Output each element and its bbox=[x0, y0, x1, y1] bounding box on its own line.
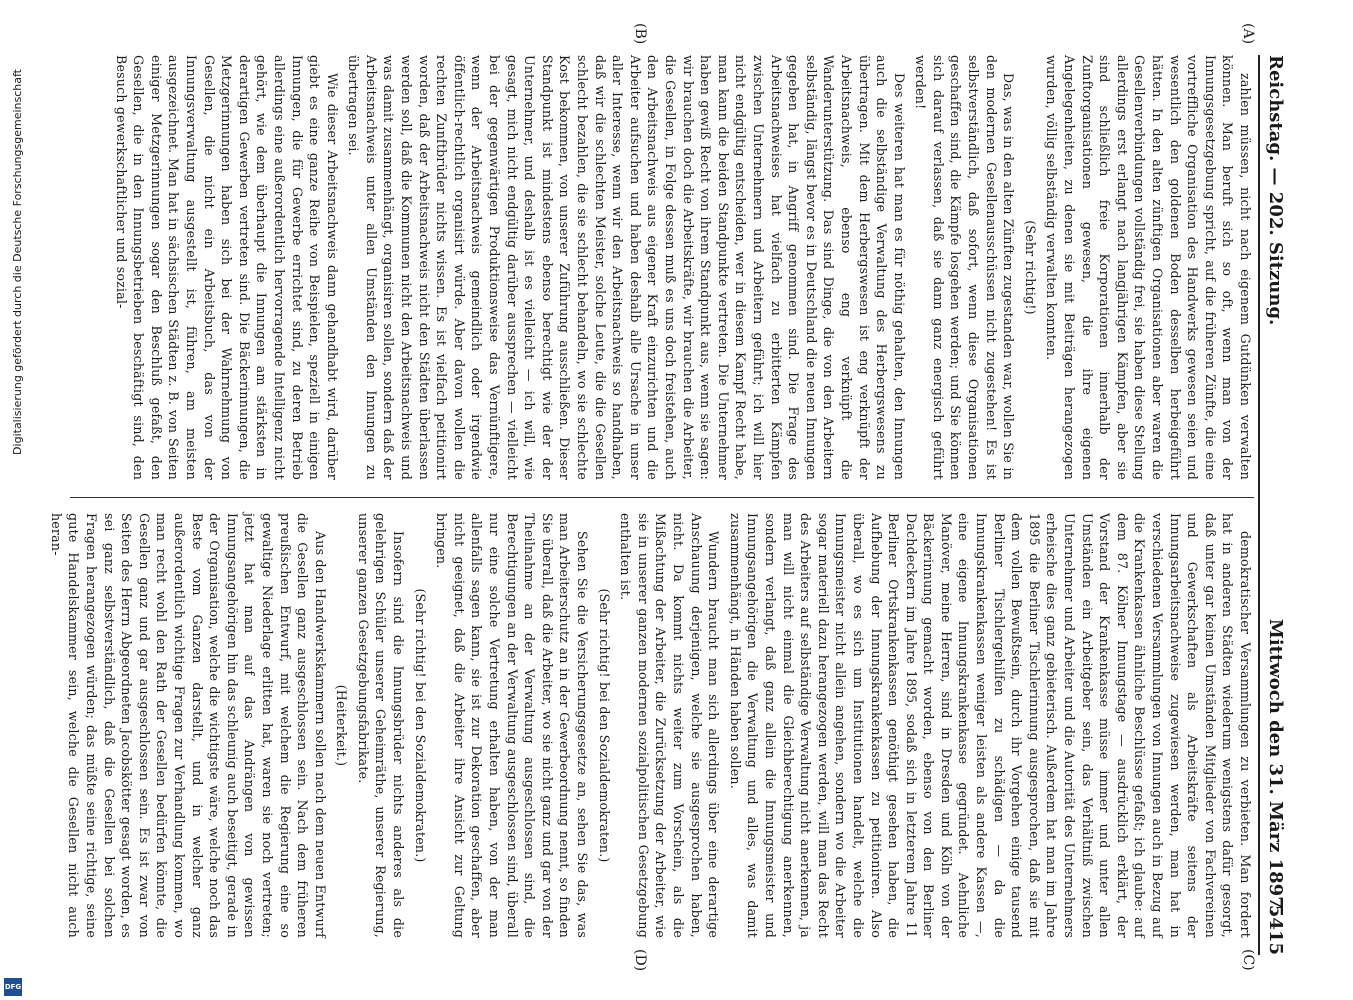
interjection: (Sehr richtig!) bbox=[1022, 220, 1038, 315]
scanned-page-sheet bbox=[48, 23, 1290, 972]
dfg-logo: DFG bbox=[4, 978, 22, 996]
interjection: (Sehr richtig! bei den Sozialdemokraten.) bbox=[596, 588, 612, 863]
paragraph: Wie dieser Arbeitsnachweis dann gehandhabt wird, darüber giebt es eine ganze Reihe von Beispielen, speziell in einigen Innungen, die für Gewerbe errichtet sind, zu deren Betrieb allerdings eine außerordentlich hervorragende Intelligenz nicht gehört, wie dem überhaupt die Innungen am stärksten in derartigen Gewerben vertreten sind. Die Bäckerinnungen, die Metzgerinnungen haben sich bei der Wahrnehmung von Gesellen, die nicht ein Arbeitsbuch, das von der Innungsverwaltung ausgestellt ist, führen, am meisten ausgezeichnet. Man hat in sächsischen Städten z. B. von Seiten einiger Metzgerinnungen sogar den Beschluß gefaßt, den Gesellen, die in den Innungsbetrieben beschäftigt sind, den Besuch gewerkschaftlicher und sozial- bbox=[113, 55, 340, 480]
document-page bbox=[48, 23, 1290, 972]
paragraph: Wundern braucht man sich allerdings über eine derartige Anschauung derjenigen, welche sie ausgesprochen haben, nicht. Da kommt nichts weiter zum Vorschein, als die Mißachtung der Arbeiter, die Zurücksetzung der Arbeiter, wie sie in unserer ganzen modernen sozialpolitischen Gesetzgebung enthalten ist. bbox=[618, 513, 722, 938]
paragraph: Aus den Handwerkskammern sollen nach dem neuen Entwurf die Gesellen ganz ausgeschlossen sein. Nach dem früheren preußischen Entwurf, mit welchem die Regierung eine so gewaltige Niederlage erlitten hat, waren sie noch vertreten; jetzt hat man auf das Andrängen von gewissen Innungsangehörigen hin das schleunig auch beseitigt, gerade in der Organisation, welche die wichtigste wäre, welche noch das Beste vom Ganzen darstellt, und in welcher ganz außerordentlich wichtige Fragen zur Verhandlung kommen, wo man recht wohl den Rath der Gesellen bedürfen könnte, die Gesellen ganz und gar ausgeschlossen sein. Es ist zwar von Seiten des Herrn Abgeordneten Jacobskötter gesagt worden, es sei ganz selbstverständlich, daß die Gesellen bei solchen Fragen herangezogen würden; das müßte seine richtige, seine gute Handelskammer sein, welche die Gesellen nicht auch heran- bbox=[48, 513, 328, 938]
credit-text: Digitalisierung gefördert durch die Deutsche Forschungsgemeinschaft bbox=[11, 69, 24, 455]
paragraph: Sehen Sie die Versicherungsgesetze an, sehen Sie das, was man Arbeiterschutz an in der Gewerbeordnung nennt, so finden Sie überall, daß die Arbeiter, wo sie nicht ganz und gar von der Theilnahme an der Verwaltung ausgeschlossen sind, die Berechtigungen an der Verwaltung ausgeschlossen sind, überall nur eine solche Vertretung erhalten haben, von der man allenfalls sagen kann, sie ist zur Dekoration geschaffen, aber nicht geeignet, daß die Arbeiter ihre Ansicht zur Geltung bringen. bbox=[434, 513, 591, 938]
interjection: (Heiterkeit.) bbox=[334, 684, 350, 767]
paragraph: Das, was in den alten Zünften zugestanden war, wollen Sie in den modernen Gesellenausschüssen nicht zugestehen! Es ist selbstverständlich, daß sofort, wenn diese Organisationen geschaffen sind, die Kämpfe losgehen werden; und Sie können sich darauf verlassen, daß sie dann ganz energisch geführt werden! bbox=[913, 55, 1017, 480]
right-text-column bbox=[48, 513, 1254, 938]
paragraph: Insofern sind die Innungsbrüder nichts anderes als die gelehrigen Schüler unserer Geheimräthe, unserer Regierung, unserer ganzen Gesetzgebungsfabrikate. bbox=[355, 513, 407, 938]
left-text-column bbox=[70, 55, 1254, 480]
page-number: 5415 bbox=[1265, 904, 1286, 955]
funding-credit bbox=[8, 69, 24, 972]
margin-marker-d: (D) bbox=[632, 949, 648, 972]
header-date: Mittwoch den 31. März 1897. bbox=[1265, 618, 1286, 915]
paragraph: zahlen müssen, nicht nach eigenem Gutdünken verwalten können. Man beruft sich so oft, wenn man von der Innungsgesetzgebung spricht, auf die früheren Zünfte, die eine vortreffliche Organisation des Handwerks gewesen seien und wesentlich den goldenen Boden desselben herbeigeführt hätten. In den alten zünftigen Organisationen aber waren die Gesellenverbindungen vollständig frei, sie haben diese Stellung allerdings erst erlangt nach langjährigen Kämpfen, aber sie sind schließlich freie Korporationen innerhalb der Zunftorganisationen gewesen, die ihre eigenen Angelegenheiten, zu denen sie mit Beiträgen herangezogen wurden, völlig selbständig verwalten konnten. bbox=[1044, 55, 1253, 480]
header-title: Reichstag. — 202. Sitzung. bbox=[1265, 55, 1286, 326]
paragraph: demokratischer Versammlungen zu verbieten. Man fordert hat in anderen Städten wiederum wenigstens dafür gesorgt, daß unter gar keinen Umständen Mitglieder von Fachvereinen und Gewerkschaften als Arbeitskräfte seitens der Innungsarbeitsnachweise zugewiesen werden, man hat in verschiedenen Versammlungen von Innungen auch in Bezug auf die Krankenkassen ähnliche Beschlüsse gefaßt; ich glaube: auf dem 87. Kölner Innungstage — ausdrücklich erklärt, der Vorstand der Krankenkasse müsse immer und unter allen Umständen ein Arbeitgeber sein, das Verhältniß zwischen Unternehmer und Arbeiter und die Autorität des Unternehmers erheische dies ganz gebieterisch. Außerdem hat man im Jahre 1895 die Berliner Tischlerinnung ausgesprochen, daß sie mit dem vollen Bewußtsein, durch ihr Vorgehen einige tausend Berliner Tischlergehilfen zu schädigen — da die Innungskrankenkassen weniger leisten als andere Kassen —, eine eigene Innungskrankenkasse gegründet. Aehnliche Manöver, meine Herren, sind in Dresden und Köln von der Bäckerinnung gemacht worden, ebenso von den Berliner Dachdeckern im Jahre 1895, sodaß sich in letzterem Jahre 11 Berliner Ortskrankenkassen genöthigt gesehen haben, die Aufhebung der Innungskrankenkassen zu petitioniren. Also überall, wo es sich um Institutionen handelt, welche die Innungsmeister nicht allein angehen, sondern wo die Arbeiter sogar materiell dazu herangezogen werden, will man das Recht des Arbeiters auf selbständige Verwaltung nicht anerkennen, ja man will nicht einmal die Gleichberechtigung anerkennen, sondern verlangt, daß ganz allein die Innungsmeister und Innungsangehörigen die Verwaltung und alles, was damit zusammenhängt, in Händen haben sollen. bbox=[727, 513, 1253, 938]
margin-marker-a: (A) bbox=[1240, 23, 1256, 45]
running-header bbox=[1258, 55, 1290, 955]
column-divider bbox=[70, 497, 1254, 498]
margin-marker-b: (B) bbox=[632, 23, 648, 45]
paragraph: Des weiteren hat man es für nöthig gehalten, den Innungen auch die selbständige Verwaltung des Herbergswesens zu übertragen. Mit dem Herbergswesen ist eng verknüpft der Arbeitsnachweis, ebenso eng verknüpft die Wanderunterstützung. Das sind Dinge, die von den Arbeitern selbständig, längst bevor es in Deutschland die neuen Innungen gegeben hat, in Angriff genommen sind. Die Frage des Arbeitsnachweises hat vielfach zu erbitterten Kämpfen zwischen Unternehmern und Arbeitern geführt; ich will hier nicht endgültig entscheiden, wer in diesem Kampf Recht habe, man kann die beiden Standpunkte vertreten. Die Unternehmer haben gewiß Recht von ihrem Standpunkt aus, wenn sie sagen: wir brauchen doch die Arbeitskräfte, wir brauchen die Arbeiter, die Gesellen, in Folge dessen muß es uns doch freistehen, auch den Arbeitsnachweis aus eigener Kraft einzurichten und die Arbeiter aufsuchen und haben deshalb alle Ursache in unser aller Interesse, wenn wir den Arbeitsnachweis so handhaben, daß wir die schlechten Meister, solche Leute, die die Gesellen schlecht bezahlen, die sie schlecht behandeln, wo sie schlechte Kost bekommen, von unserer Zuführung ausschließen. Dieser Standpunkt ist mindestens ebenso berechtigt wie der der Unternehmer, und deshalb ist es vielleicht — ich will, wie gesagt, mich nicht endgültig darüber aussprechen — vielleicht bei der gegenwärtigen Produktionsweise das Vernünftigere, wenn der Arbeitsnachweis gemeindlich oder irgendwie öffentlich-rechtlich organisirt würde. Aber davon wollen die rechten Zunftbrüder nichts wissen. Es ist vielfach petitionirt worden, daß der Arbeitsnachweis nicht den Städten überlassen werden soll, daß die Kommunen nicht den Arbeitsnachweis und was damit zusammenhängt, organisiren sollen, sondern daß der Arbeitsnachweis unter allen Umständen den Innungen zu übertragen sei. bbox=[346, 55, 907, 480]
interjection: (Sehr richtig! bei den Sozialdemokraten.) bbox=[412, 588, 428, 863]
margin-marker-c: (C) bbox=[1240, 949, 1256, 971]
